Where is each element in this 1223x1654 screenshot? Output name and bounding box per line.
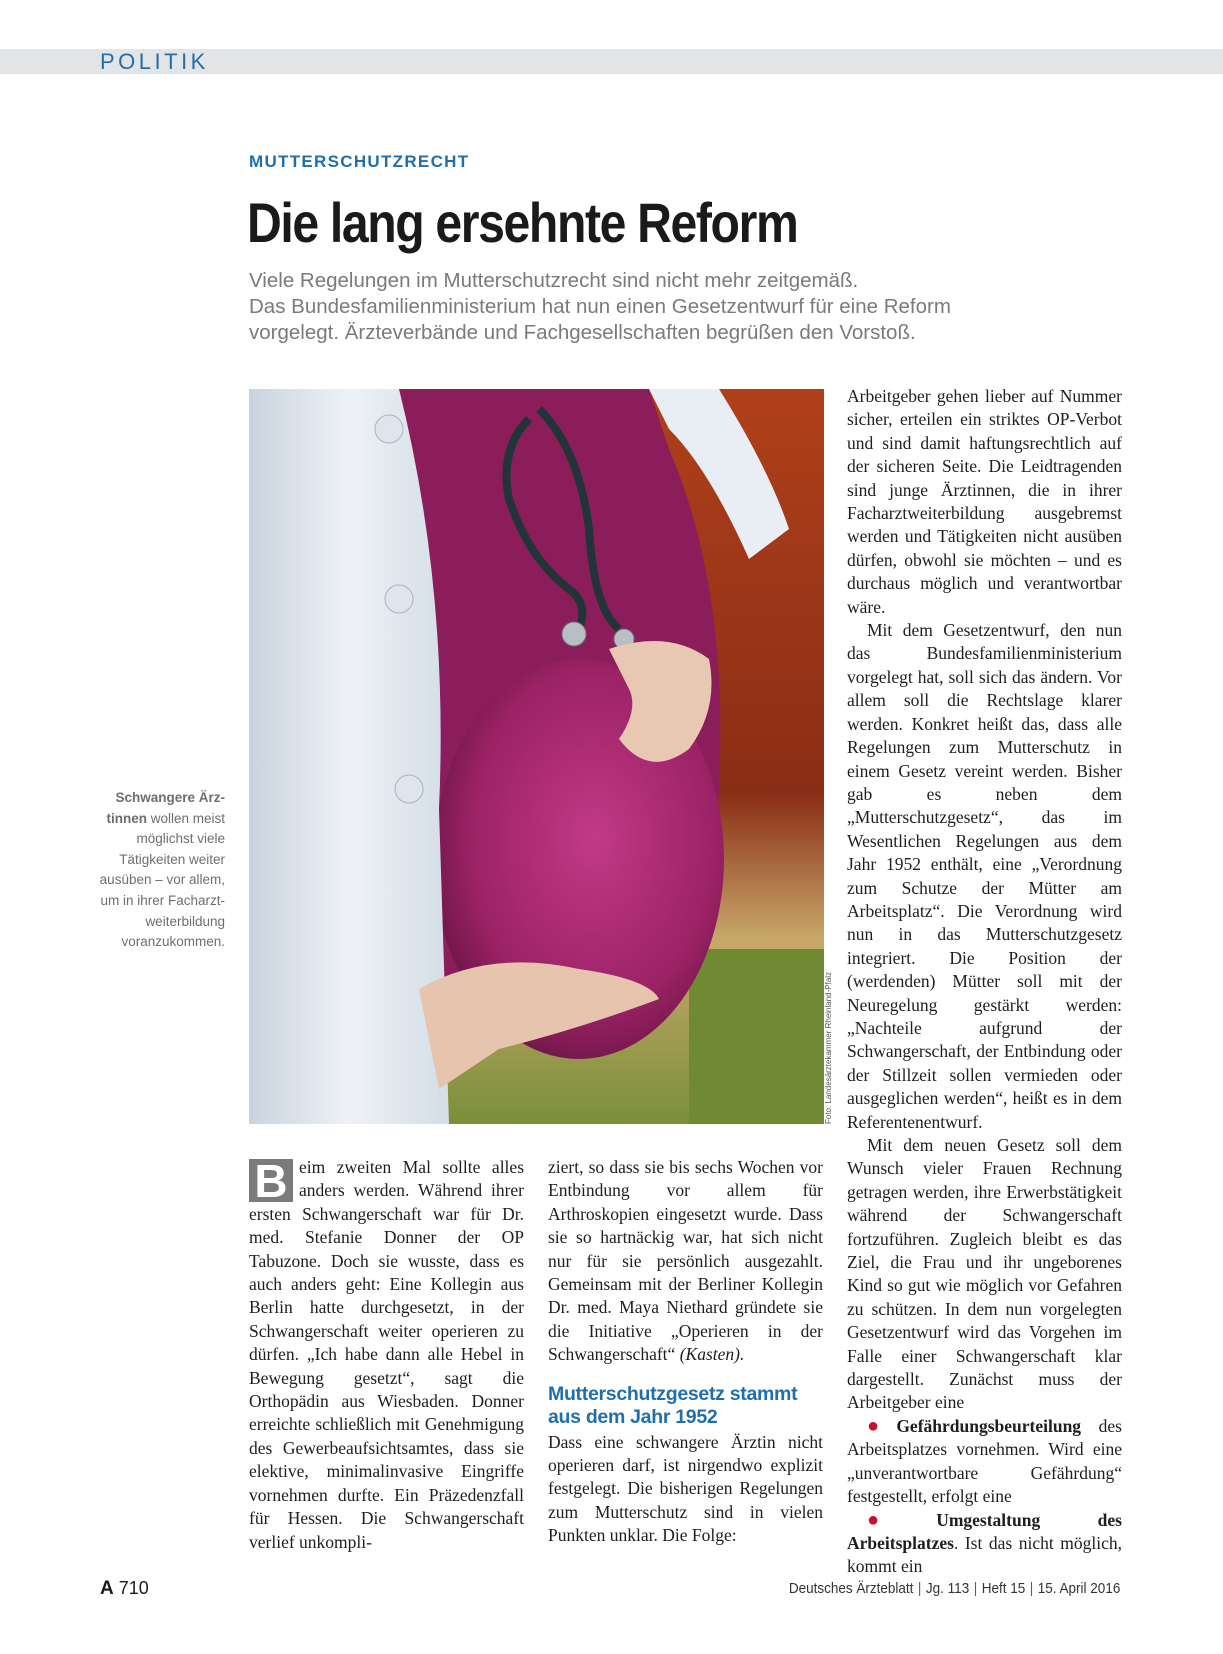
- photo-illustration: [249, 389, 824, 1124]
- bullet-item: ● Umgestaltung des Arbeitsplatzes. Ist das nicht möglich, kommt ein: [847, 1508, 1122, 1577]
- paragraph: Mit dem neuen Gesetz soll dem Wunsch vieler Frauen Rechnung getragen werden, ihre Erwerbstätigkeit während der Schwangerschaft fortzuführen. Zugleich bleibt es das Ziel, die Frau und ihr ungeborenes Kind so gut wie möglich vor Gefahren zu schützen. In dem nun vorgelegten Gesetzentwurf wird das Vorgehen im Falle einer Schwangerschaft klar dargestellt. Zunächst muss der Arbeitgeber eine: [847, 1135, 1122, 1413]
- article-photo: [249, 389, 824, 1124]
- bullet-dot-icon: ●: [867, 1508, 933, 1531]
- page-prefix: A: [100, 1578, 114, 1599]
- paragraph: ziert, so dass sie bis sechs Wochen vor Entbindung vor allem für Arthroskopien eingesetzt wurde. Dass sie so hartnäckig war, hat sich nicht nur für sie persönlich ausgezahlt. Gemeinsam mit der Berliner Kollegin Dr. med. Maya Niethard gründete sie die Initiative „Operieren in der Schwangerschaft“ (Kasten).: [548, 1157, 823, 1365]
- footer-journal: Deutsches Ärzteblatt | Jg. 113 | Heft 15 | 15. April 2016: [788, 1580, 1120, 1597]
- lead-line: Viele Regelungen im Mutterschutzrecht sind nicht mehr zeitgemäß.: [249, 269, 859, 292]
- subheading: Mutterschutzgesetz stammt aus dem Jahr 1952: [548, 1382, 798, 1428]
- bullet-item: ● Gefährdungsbeurteilung des Arbeitsplatzes vornehmen. Wird eine „unverantwortbare Gefährdung“ festgestellt, erfolgt eine: [847, 1414, 1122, 1507]
- article-column-1: [249, 1156, 524, 1554]
- journal-name: Deutsches Ärzteblatt: [788, 1580, 914, 1597]
- paragraph: B eim zweiten Mal sollte alles anders werden. Während ihrer ersten Schwangerschaft war für Dr. med. Stefanie Donner der OP Tabuzone. Doch sie wusste, dass es auch anders geht: Eine Kollegin aus Berlin hatte durchgesetzt, in der Schwangerschaft weiter operieren zu dürfen. „Ich habe dann alle Hebel in Bewegung gesetzt“, sagt die Orthopädin aus Wiesbaden. Donner erreichte schließlich mit Genehmigung des Gewerbeaufsichtsamtes, dass sie elektive, minimalinvasive Eingriffe vornehmen durfte. Ein Präzedenzfall für Hessen. Die Schwangerschaft verlief unkompli-: [249, 1155, 524, 1552]
- paragraph: Arbeitgeber gehen lieber auf Nummer sicher, erteilen ein striktes OP-Verbot und sind damit haftungsrechtlich auf der sicheren Seite. Die Leidtragenden sind junge Ärztinnen, die in ihrer Facharztweiterbildung ausgebremst werden und Tätigkeiten nicht ausüben dürfen, obwohl sie möchten – und es durchaus möglich und verantwortbar wäre.: [847, 386, 1122, 617]
- journal-date: 15. April 2016: [1037, 1580, 1120, 1597]
- journal-volume: Jg. 113: [925, 1580, 969, 1597]
- caption-bold: Schwangere Ärz-tinnen: [106, 790, 225, 826]
- journal-issue: Heft 15: [981, 1580, 1025, 1597]
- headline: Die lang ersehnte Reform: [247, 191, 798, 254]
- photo-caption: [80, 788, 225, 953]
- caption-text: wollen meist möglichst viele Tätigkeiten weiter ausüben – vor allem, um in ihrer Facharzt-weiterbildung voranzukommen.: [99, 810, 225, 950]
- drop-cap: B: [249, 1159, 293, 1202]
- article-column-2: [548, 1156, 823, 1548]
- lead-line: vorgelegt. Ärzteverbände und Fachgesellschaften begrüßen den Vorstoß.: [249, 321, 916, 344]
- section-bar: [0, 49, 1223, 74]
- paragraph: Mit dem Gesetzentwurf, den nun das Bundesfamilienministerium vorgelegt hat, soll sich das ändern. Vor allem soll die Rechtslage klarer werden. Konkret heißt das, dass alle Regelungen zum Mutterschutz in einem Gesetz vereint werden. Bisher gab es neben dem „Mutterschutzgesetz“, das im Wesentlichen Regelungen aus dem Jahr 1952 enthält, eine „Verordnung zum Schutze der Mütter am Arbeitsplatz“. Die Verordnung wird nun in das Mutterschutzgesetz integriert. Die Position der (werdenden) Mütter soll mit der Neuregelung gestärkt werden: „Nachteile aufgrund der Schwangerschaft, der Entbindung oder der Stillzeit sollen vermieden oder ausgeglichen werden“, heißt es in dem Referentenentwurf.: [847, 620, 1122, 1132]
- kasten-ref: (Kasten).: [679, 1344, 745, 1365]
- section-label: POLITIK: [100, 49, 209, 74]
- kicker: MUTTERSCHUTZRECHT: [249, 152, 470, 171]
- article-column-3: [847, 385, 1122, 1579]
- page-number: A 710: [100, 1578, 149, 1599]
- lead-line: Das Bundesfamilienministerium hat nun einen Gesetzentwurf für eine Reform: [249, 295, 951, 318]
- bullet-dot-icon: ●: [867, 1414, 893, 1437]
- lead-paragraph: [249, 268, 1129, 346]
- paragraph: Dass eine schwangere Ärztin nicht operieren darf, ist nirgendwo explizit festgelegt. Die bisherigen Regelungen zum Mutterschutz sind in vielen Punkten unklar. Die Folge:: [548, 1431, 823, 1546]
- photo-credit: Foto: Landesärztekammer Rheinland-Pfalz: [824, 971, 833, 1124]
